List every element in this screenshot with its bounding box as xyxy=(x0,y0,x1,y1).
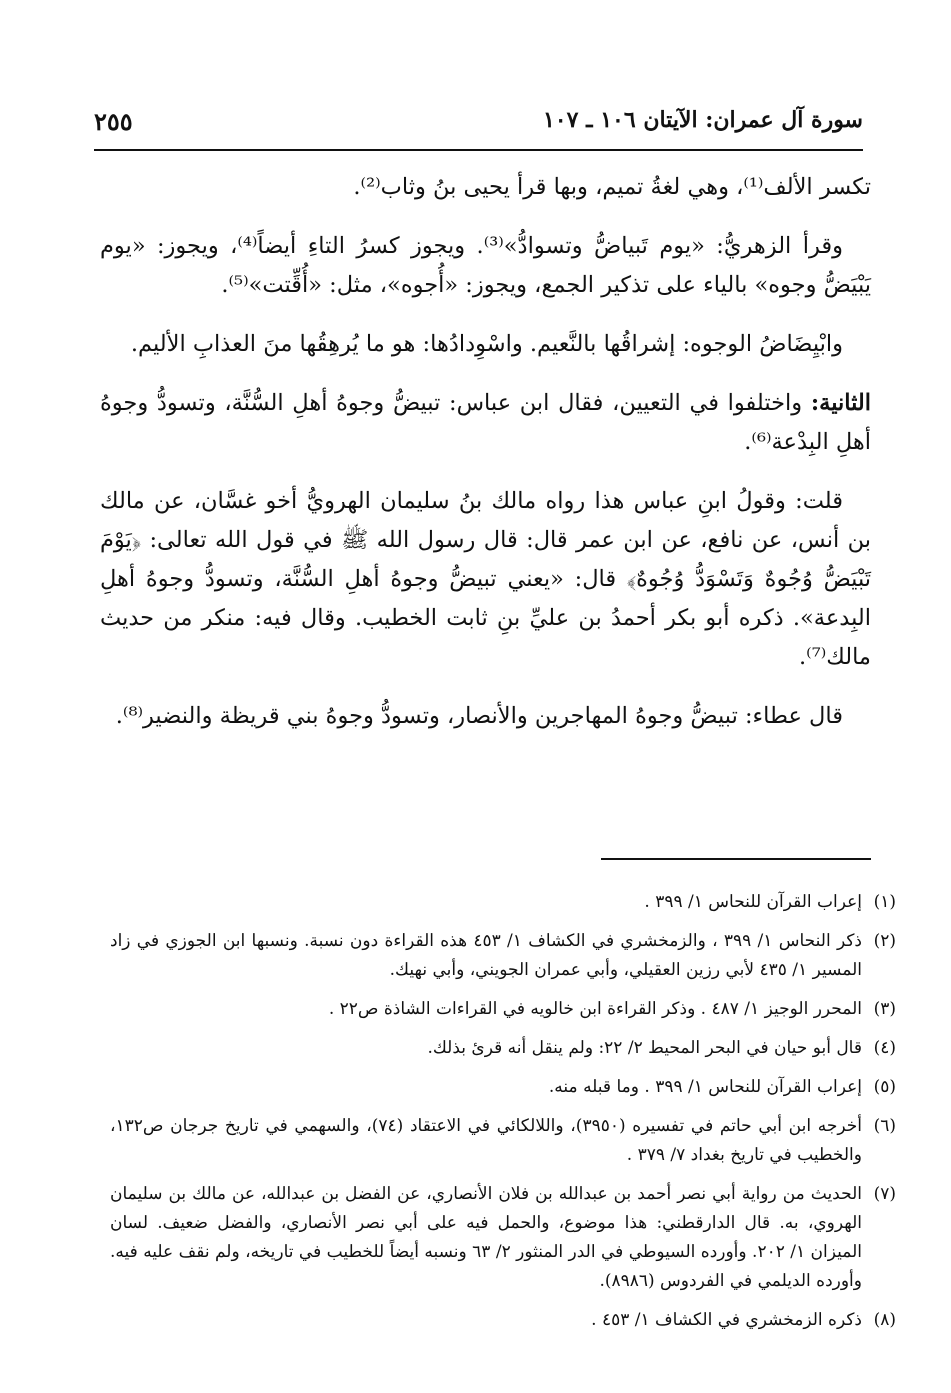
footnote xyxy=(110,927,896,985)
paragraph-4 xyxy=(100,384,871,462)
footnote-number: (١) xyxy=(873,892,896,912)
footnote xyxy=(110,888,896,917)
footnote-text: الحديث من رواية أبي نصر أحمد بن عبدالله بن فلان الأنصاري، عن الفضل بن عبدالله، عن مالك بن سليمان الهروي، به. قال الدارقطني: هذا موضوع، والحمل فيه على أبي نصر الأنصاري، والفضل ضعيف. لسان الميزان ١/ ٢٠٢. وأورده السيوطي في الدر المنثور ٢/ ٦٣ ونسبه أيضاً للخطيب في تاريخه، ولم نقف عليه فيه. وأورده الديلمي في الفردوس (٨٩٨٦). xyxy=(110,1184,863,1291)
paragraph-4-label: الثانية: xyxy=(810,390,872,416)
footnote-number: (٦) xyxy=(873,1116,896,1136)
footnote xyxy=(110,1180,896,1296)
paragraph-2: وقرأ الزهريُّ: «يوم تَبياضُّ وتسوادُّ»⁽³⁾. ويجوز كسرُ التاءِ أيضاً⁽⁴⁾، ويجوز: «يوم يَبْيَضُّ وجوه» بالياء على تذكير الجمع، ويجوز: «أُجوه»، مثل: «أُقِّتت»⁽⁵⁾. xyxy=(100,233,871,298)
paragraph-4-text: واختلفوا في التعيين، فقال ابن عباس: تبيضُّ وجوهُ أهلِ السُّنَّة، وتسودُّ وجوهُ أهلِ البِدْعة⁽⁶⁾. xyxy=(100,390,871,455)
footnote xyxy=(110,1073,896,1102)
footnote-number: (٢) xyxy=(873,931,896,951)
page-header xyxy=(94,103,863,151)
paragraph-3: وابْيِضَاضُ الوجوه: إشراقُها بالنَّعيم. واسْوِدادُها: هو ما يُرهِقُها منَ العذابِ الأليم. xyxy=(130,331,843,357)
footnote-text: قال أبو حيان في البحر المحيط ٢/ ٢٢: ولم ينقل أنه قرئ بذلك. xyxy=(427,1038,862,1058)
page-number: ٢٥٥ xyxy=(94,107,133,136)
footnote xyxy=(110,1306,896,1335)
footnote-text: أخرجه ابن أبي حاتم في تفسيره (٣٩٥٠)، واللالكائي في الاعتقاد (٧٤)، والسهمي في تاريخ جرجان ص١٣٢، والخطيب في تاريخ بغداد ٧/ ٣٧٩ . xyxy=(110,1116,862,1165)
paragraph-6: قال عطاء: تبيضُّ وجوهُ المهاجرين والأنصار، وتسودُّ وجوهُ بني قريظة والنضير⁽⁸⁾. xyxy=(115,703,843,729)
footnote-text: ذكر النحاس ١/ ٣٩٩ ، والزمخشري في الكشاف ١/ ٤٥٣ هذه القراءة دون نسبة. ونسبها ابن الجوزي في زاد المسير ١/ ٤٣٥ لأبي رزين العقيلي، وأبي عمران الجويني، وأبي نهيك. xyxy=(110,931,863,980)
footnote-number: (٨) xyxy=(873,1310,896,1330)
footnote-number: (٣) xyxy=(873,999,896,1019)
footnote-separator xyxy=(601,858,871,860)
footnotes xyxy=(110,888,896,1345)
footnote-text: إعراب القرآن للنحاس ١/ ٣٩٩ . xyxy=(644,892,862,912)
footnote-text: المحرر الوجيز ١/ ٤٨٧ . وذكر القراءة ابن خالويه في القراءات الشاذة ص٢٢ . xyxy=(328,999,862,1019)
footnote-text: ذكره الزمخشري في الكشاف ١/ ٤٥٣ . xyxy=(591,1310,862,1330)
main-text xyxy=(100,168,871,756)
footnote xyxy=(110,1112,896,1170)
footnote-number: (٤) xyxy=(873,1038,896,1058)
paragraph-5: قلت: وقولُ ابنِ عباس هذا رواه مالك بنُ سليمان الهرويُّ أخو غسَّان، عن مالك بن أنس، عن نافع، عن ابن عمر قال: قال رسول الله ﷺ في قول الله تعالى: ﴿يَوْمَ تَبْيَضُّ وُجُوهٌ وَتَسْوَدُّ وُجُوهٌ﴾ قال: «يعني تبيضُّ وجوهُ أهلِ السُّنَّة، وتسودُّ وجوهُ أهلِ البِدعة». ذكره أبو بكر أحمدُ بن عليِّ بنِ ثابت الخطيب. وقال فيه: منكر من حديث مالك⁽⁷⁾. xyxy=(100,488,871,670)
footnote xyxy=(110,995,896,1024)
footnote-text: إعراب القرآن للنحاس ١/ ٣٩٩ . وما قبله منه. xyxy=(548,1077,862,1097)
paragraph-1: تكسر الألف⁽¹⁾، وهي لغةُ تميم، وبها قرأ يحيى بنُ وثاب⁽²⁾. xyxy=(353,174,871,200)
running-title: سورة آل عمران: الآيتان ١٠٦ ـ ١٠٧ xyxy=(542,107,863,133)
footnote-number: (٧) xyxy=(873,1184,896,1204)
footnote-number: (٥) xyxy=(873,1077,896,1097)
footnote xyxy=(110,1034,896,1063)
